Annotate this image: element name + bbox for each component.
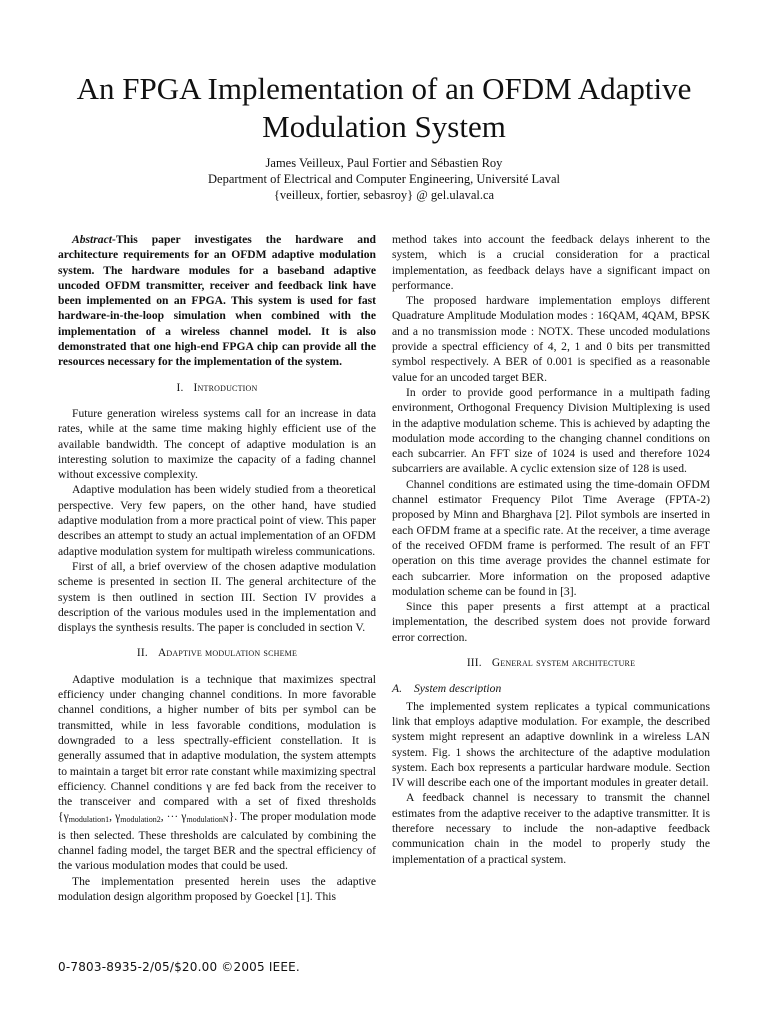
abstract-text: This paper investigates the hardware and architecture requirements for an OFDM adaptive modulation system. The hardware modules for a baseband adaptive uncoded OFDM transmitter, receiver and feedback link have been implemented on an FPGA. This system is used for fast hardware-in-the-loop simulation when combined with the implementation of a wireless channel model. It is also demonstrated that one high-end FPGA chip can provide all the resources necessary for the implementation of the system.	[58, 233, 376, 369]
paragraph	[58, 672, 376, 874]
section-number: I.	[176, 381, 184, 394]
text-run: Adaptive modulation is a technique that maximizes spectral efficiency under changing channel conditions. In more favorable channel conditions, a higher number of bits per symbol can be transmitted, while in less favorable conditions, modulation is downgraded to a less spectrally-efficient constellation. It is generally assumed that in adaptive modulation, the system attempts to maintain a target bit error rate constant while maximizing spectral efficiency. Channel conditions γ are fed back from the receiver to the transceiver and compared with a set of fixed thresholds {γ	[58, 672, 376, 824]
section-title: General system architecture	[491, 657, 636, 670]
author-affiliation: Department of Electrical and Computer Engineering, Université Laval	[208, 172, 560, 186]
paragraph: Future generation wireless systems call for an increase in data rates, while at the same time making highly efficient use of the available bandwidth. The concept of adaptive modulation is an interesting solution to maximize the capacity of a fading channel without excessive complexity.	[58, 406, 376, 482]
subscript: modulationN	[186, 815, 229, 825]
abstract	[58, 232, 376, 370]
section-heading-introduction	[58, 381, 376, 396]
paragraph: method takes into account the feedback delays inherent to the system, which is a crucial consideration for a practical implementation, as feedback delays have a significant impact on performance.	[392, 233, 710, 292]
text-run: }. The proper modulation mode is then selected. These thresholds are calculated by combining the channel fading model, the target BER and the spectral efficiency of the various modulation modes that could be used.	[58, 810, 377, 873]
paragraph: Channel conditions are estimated using the time-domain OFDM channel estimator Frequency Pilot Time Average (FPTA-2) proposed by Minn and Bharghava [2]. Pilot symbols are inserted in each OFDM frame at a specific rate. At the receiver, a time average of the received OFDM frame is performed. The result of an FFT operation on this time average provides the channel estimate for each subcarrier. More information on the proposed adaptive modulation scheme can be found in [3].	[392, 477, 710, 598]
right-column	[392, 232, 710, 867]
paragraph: The implementation presented herein uses the adaptive modulation design algorithm proposed by Goeckel [1]. This	[58, 874, 376, 903]
paragraph: First of all, a brief overview of the chosen adaptive modulation scheme is presented in section II. The general architecture of the system is then outlined in section III. Section IV provides a description of the various modules used in the implementation and displays the synthesis results. The paper is concluded in section V.	[58, 559, 376, 635]
paragraph: Adaptive modulation has been widely studied from a theoretical perspective. Very few papers, on the other hand, have studied adaptive modulation from a more practical point of view. This paper describes an attempt to study an actual implementation of an OFDM adaptive modulation system for multipath wireless communications.	[58, 483, 376, 558]
section-title: Adaptive modulation scheme	[157, 647, 298, 660]
author-emails: {veilleux, fortier, sebasroy} @ gel.ulaval.ca	[273, 188, 495, 202]
section-number: II.	[136, 647, 148, 660]
author-block	[60, 155, 708, 203]
subsection-title: System description	[413, 682, 502, 696]
paragraph: The implemented system replicates a typical communications link that employs adaptive modulation. For example, the described system might represent an adaptive downlink in a wireless LAN system. Fig. 1 shows the architecture of the adaptive modulation system. Each box represents a particular hardware module. Section IV will describe each one of the important modules in greater detail.	[392, 699, 710, 790]
text-run: , γ	[109, 810, 121, 824]
section-heading-general-architecture	[392, 656, 710, 671]
paragraph: A feedback channel is necessary to transmit the channel estimates from the adaptive receiver to the adaptive transmitter. It is therefore necessary to include the non-adaptive feedback communication chain in the model to properly study the implementation of a practical system.	[392, 791, 710, 866]
author-names: James Veilleux, Paul Fortier and Sébastien Roy	[265, 156, 503, 170]
paragraph: Since this paper presents a first attempt at a practical implementation, the described system does not provide forward error correction.	[392, 600, 710, 644]
left-column	[58, 232, 376, 904]
text-run: , ··· γ	[160, 810, 187, 824]
subscript: modulation1	[68, 815, 110, 825]
subsection-label: A.	[392, 682, 402, 696]
section-title: Introduction	[193, 381, 258, 394]
section-heading-adaptive-modulation	[58, 646, 376, 661]
paragraph: In order to provide good performance in a multipath fading environment, Orthogonal Frequency Division Multiplexing is used in the adaptive modulation scheme. This is achieved by adapting the modulation mode according to the changing channel conditions on each subcarrier. An FFT size of 1024 is used and therefore 1024 subcarriers are available. A cyclic extension size of 128 is used.	[392, 385, 710, 476]
subsection-heading	[392, 681, 710, 696]
abstract-label: Abstract-	[72, 233, 116, 246]
paper-title: An FPGA Implementation of an OFDM Adaptive Modulation System	[76, 71, 692, 144]
copyright-footer: 0-7803-8935-2/05/$20.00 ©2005 IEEE.	[58, 960, 300, 974]
section-number: III.	[466, 657, 482, 670]
paragraph: The proposed hardware implementation employs different Quadrature Amplitude Modulation modes : 16QAM, 4QAM, BPSK and a no transmission mode : NOTX. These uncoded modulations provide a spectral efficiency of 4, 2, 1 and 0 bits per transmitted symbol respectively. A BER of 0.001 is specified as a reasonable value for an uncoded target BER.	[392, 294, 710, 384]
subscript: modulation2	[120, 815, 161, 825]
